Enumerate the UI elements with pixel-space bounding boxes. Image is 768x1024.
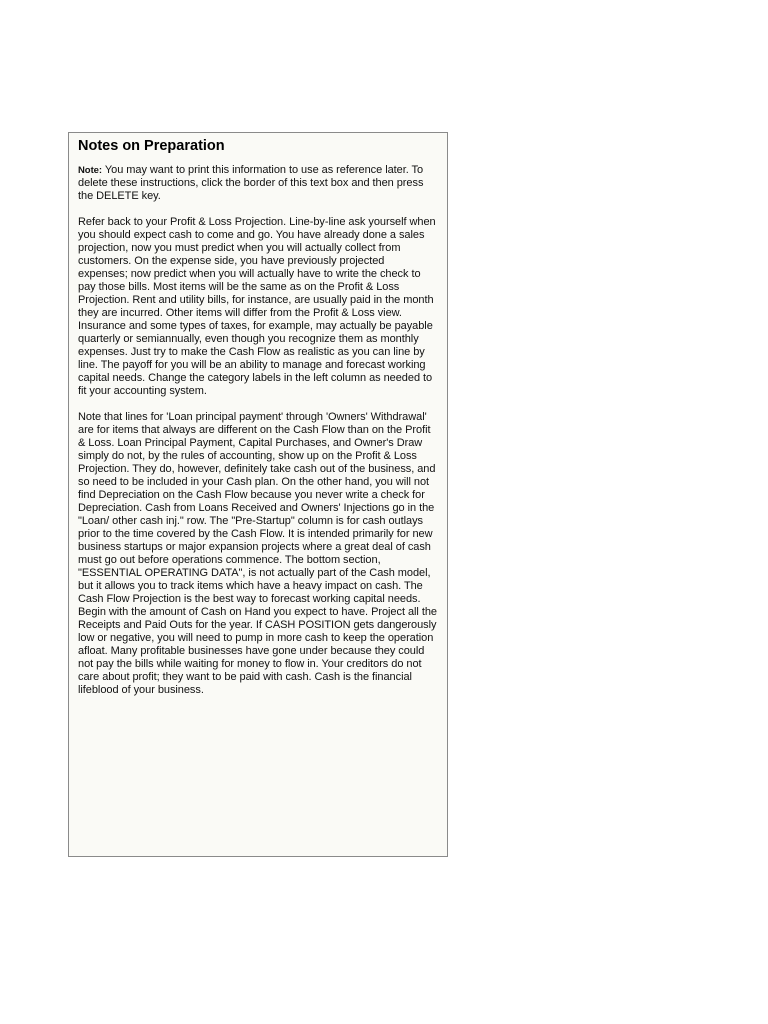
intro-text: You may want to print this information to use as reference later. To delete these instructions, click the border of this text box and then press the DELETE key.: [78, 164, 424, 202]
paragraph-cash-flow-lines: Note that lines for 'Loan principal payment' through 'Owners' Withdrawal' are for items that always are different on the Cash Flow than on the Profit & Loss. Loan Principal Payment, Capital Purchases, and Owner's Draw simply do not, by the rules of accounting, show up on the Profit & Loss Projection. They do, however, definitely take cash out of the business, and so need to be included in your Cash plan. On the other hand, you will not find Depreciation on the Cash Flow because you never write a check for Depreciation. Cash from Loans Received and Owners' Injections go in the "Loan/ other cash inj." row. The "Pre-Startup" column is for cash outlays prior to the time covered by the Cash Flow. It is intended primarily for new business startups or major expansion projects where a great deal of cash must go out before operations commence. The bottom section, "ESSENTIAL OPERATING DATA", is not actually part of the Cash model, but it allows you to track items which have a heavy impact on cash. The Cash Flow Projection is the best way to forecast working capital needs. Begin with the amount of Cash on Hand you expect to have. Project all the Receipts and Paid Outs for the year. If CASH POSITION gets dangerously low or negative, you will need to pump in more cash to keep the operation afloat. Many profitable businesses have gone under because they could not pay the bills while waiting for money to flow in. Your creditors do not care about profit; they want to be paid with cash. Cash is the financial lifeblood of your business.: [78, 411, 437, 696]
notes-text-box[interactable]: [68, 132, 448, 857]
note-label: Note:: [78, 165, 103, 176]
paragraph-cash-timing: Refer back to your Profit & Loss Projection. Line-by-line ask yourself when you should expect cash to come and go. You have already done a sales projection, now you must predict when you will actually collect from customers. On the expense side, you have previously projected expenses; now predict when you will actually have to write the check to pay those bills. Most items will be the same as on the Profit & Loss Projection. Rent and utility bills, for instance, are usually paid in the month they are incurred. Other items will differ from the Profit & Loss view. Insurance and some types of taxes, for example, may actually be payable quarterly or semiannually, even though you recognize them as monthly expenses. Just try to make the Cash Flow as realistic as you can line by line. The payoff for you will be an ability to manage and forecast working capital needs. Change the category labels in the left column as needed to fit your accounting system.: [78, 216, 436, 397]
notes-body: [78, 164, 437, 697]
intro-paragraph: [78, 164, 437, 203]
notes-title: Notes on Preparation: [78, 138, 225, 154]
